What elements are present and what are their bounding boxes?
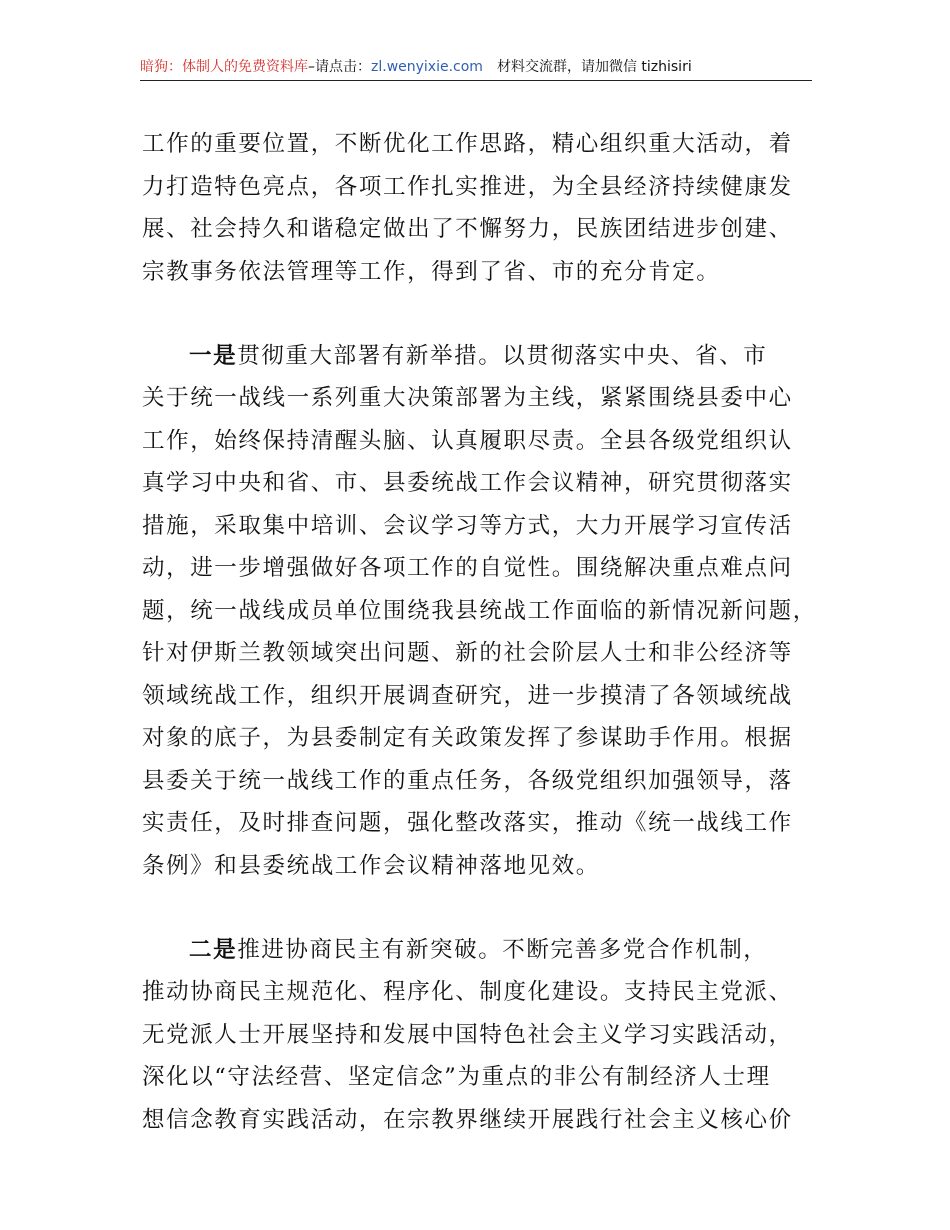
text-line: 动，进一步增强做好各项工作的自觉性。围绕解决重点难点问 <box>142 555 793 581</box>
document-body <box>142 123 816 1141</box>
header-url-link[interactable]: zl.wenyixie.com <box>371 59 483 75</box>
header-divider <box>140 80 812 81</box>
text-line: 措施，采取集中培训、会议学习等方式，大力开展学习宣传活 <box>142 512 793 539</box>
text-line-first <box>142 335 816 378</box>
text-line: 关于统一战线一系列重大决策部署为主线，紧紧围绕县委中心 <box>142 385 793 411</box>
text-line: 想信念教育实践活动，在宗教界继续开展践行社会主义核心价 <box>142 1106 793 1133</box>
header-click-prompt: –请点击： <box>308 59 371 75</box>
text-line: 领域统战工作，组织开展调查研究，进一步摸清了各领域统战 <box>142 682 793 709</box>
text-line: 题，统一战线成员单位围绕我县统战工作面临的新情况新问题， <box>142 597 817 624</box>
text-line: 深化以“守法经营、坚定信念”为重点的非公有制经济人士理 <box>142 1064 771 1090</box>
text-line: 实责任，及时排查问题，强化整改落实，推动《统一战线工作 <box>142 810 793 836</box>
paragraph-point-two <box>142 929 816 1142</box>
text-line: 力打造特色亮点，各项工作扎实推进，为全县经济持续健康发 <box>142 173 793 200</box>
point-one-heading: 贯彻重大部署有新举措。以贯彻落实中央、省、市 <box>237 342 768 369</box>
point-two-heading: 推进协商民主有新突破。不断完善多党合作机制， <box>237 936 768 963</box>
text-line: 针对伊斯兰教领域突出问题、新的社会阶层人士和非公经济等 <box>142 640 793 666</box>
text-line: 条例》和县委统战工作会议精神落地见效。 <box>142 852 600 879</box>
text-line: 推动协商民主规范化、程序化、制度化建设。支持民主党派、 <box>142 979 793 1005</box>
paragraph-intro <box>142 123 816 293</box>
header-contact: 材料交流群，请加微信 tizhisiri <box>496 59 692 75</box>
point-one-lead: 一是 <box>189 342 238 369</box>
text-line-first <box>142 929 816 972</box>
text-line: 展、社会持久和谐稳定做出了不懈努力，民族团结进步创建、 <box>142 216 793 242</box>
text-line: 对象的底子，为县委制定有关政策发挥了参谋助手作用。根据 <box>142 725 793 751</box>
text-line: 真学习中央和省、市、县委统战工作会议精神，研究贯彻落实 <box>142 470 793 496</box>
text-line: 县委关于统一战线工作的重点任务，各级党组织加强领导，落 <box>142 767 793 794</box>
text-line: 工作，始终保持清醒头脑、认真履职尽责。全县各级党组织认 <box>142 427 793 454</box>
paragraph-point-one <box>142 335 816 888</box>
text-line: 无党派人士开展坚持和发展中国特色社会主义学习实践活动， <box>142 1021 793 1048</box>
header-brand: 暗狗：体制人的免费资料库 <box>140 59 308 75</box>
page-header <box>140 56 812 80</box>
text-line: 工作的重要位置，不断优化工作思路，精心组织重大活动，着 <box>142 131 793 157</box>
paragraph-gap <box>142 293 816 335</box>
paragraph-gap <box>142 887 816 929</box>
text-line: 宗教事务依法管理等工作，得到了省、市的充分肯定。 <box>142 258 721 285</box>
point-two-lead: 二是 <box>189 936 238 963</box>
